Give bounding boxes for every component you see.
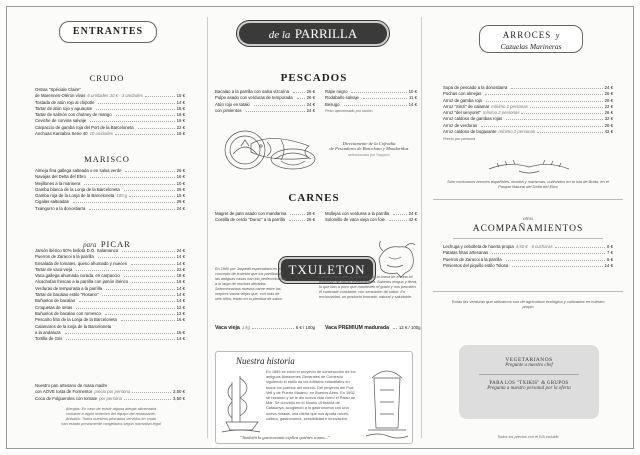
dot-leader [481,126,602,127]
txuleton-right-text: Carnes rojas que, al contacto con la brasa de encina se expresan de forma extraordinaria. Saberes lengua y tierra, lo que dan a poco que mantienen el gusto y nos permiten el contraste constante, con sensación de sabor. En exclusividad, un producto honrado, natural y saludable. [319,275,418,299]
menu-item-price: 24 € [408,211,417,216]
menu-page [6,6,634,449]
menu-item-name: Ensalada de tomates, queso ahumado y nueces [35,260,127,266]
dot-leader [121,320,175,321]
dot-leader [511,88,602,89]
dot-leader [344,105,407,106]
menu-item-price: 24 € [306,101,315,107]
marisco-list [35,168,185,212]
menu-item-name: Besugo [325,101,340,107]
pescados-left-list [215,89,315,114]
arroces-column [421,7,635,448]
menu-item-price: 11 € [408,95,417,101]
historia-box [215,351,413,444]
menu-item [325,217,417,223]
menu-item-name: Alcachofas frescas a la parrilla con jamón ibérico [35,279,129,285]
menu-item [35,206,185,212]
menu-item-name: Nuestro pan artesano de masa madre [35,383,108,388]
menu-item-price: 14 € [604,262,613,268]
ship-illustration [220,368,262,438]
menu-item [215,217,315,223]
menu-item-name: Patatas fritas artesanas [443,250,489,256]
cofradia-line-2: de Pescadores de Barcelona y Mondariñas [329,146,409,151]
dot-leader [79,301,174,302]
entrantes-title: ENTRANTES [72,26,144,37]
menu-item-note: mínimo 2 personas [498,129,536,135]
dot-leader [297,98,305,99]
carnes-title: CARNES [288,192,340,204]
menu-item-name: Txangurro a la donostiarra [35,205,86,211]
vaca-premium-row [325,325,421,331]
menu-item [215,108,315,114]
historia-title: Nuestra historia [236,356,295,366]
menu-item-price: 16 € [176,317,185,323]
picar-extra-list [35,383,185,402]
menu-item-name: Croquetas de setas [35,304,73,310]
menu-item-name: Tortilla de Gris [35,336,63,342]
menu-item [35,336,185,342]
menu-item-price: 14 € [408,101,417,107]
menu-item-price: 28 € [306,211,315,216]
dot-leader [131,264,175,265]
menu-item-name: Puerros de Zaracoi a la parrilla [35,254,94,260]
group-text: Pregunta a nuestro personal por la oferta [487,386,571,391]
parrilla-column [207,7,421,448]
menu-item-name: Mollejas con verduras a la parrilla [325,211,390,216]
picar-list [35,248,185,342]
menu-item-name: Carpaccio de gamba roja del Port de la Barceloneta [35,124,134,130]
menu-item-price: 26 € [604,110,613,116]
dot-leader [393,214,407,215]
menu-item-name: Puerros de Zaracoi a la parrilla [443,256,502,262]
menu-item-name: Tartar de salmón con chutney de mango [35,112,112,118]
dot-leader [506,119,602,120]
menu-item-name: Buñuelos de bacalao [35,298,76,304]
menu-item-price: 15 € [176,193,185,199]
menu-item-name: Jamón ibérico 50% bellota D.O. Salamanca [35,248,119,253]
menu-item-note: 100 g [116,193,128,199]
dot-leader [115,134,175,135]
menu-item-name: Calamares de la lonja de la Barceloneta [35,323,112,329]
allergy-note-line: Anisakis: Todos nuestros pescados servidos en crudo [65,417,157,421]
menu-item-name: Gamba blanca de la Lonja de la Barceloneta [35,186,120,192]
menu-item-name: Pulpo asado con verduras de temporada [215,95,293,101]
menu-item-name: Ostras "Spéciale Claire" [35,87,81,92]
menu-item [35,131,185,137]
menu-item-price: 18 € [176,273,185,279]
dot-leader [96,109,175,110]
menu-item-price: 26 € [604,91,613,97]
menu-item-price: 15 € [176,93,185,99]
menu-item-name: Tartar de bacalao estilo "Rosario" [35,292,99,298]
menu-item-name: Tartar de atún rojo y aguacate [35,105,93,111]
dot-leader [105,314,175,315]
dot-leader [145,96,175,97]
menu-item-name: Solomillo de vaca vieja con foie [325,217,385,223]
menu-item-name: Coca de Folgueroles con tomate [35,395,98,401]
dot-leader [389,220,407,221]
menu-item-name: Anchoas Kantabra Serie 40 [35,131,88,137]
menu-item-price: 22 € [604,103,613,109]
dot-leader [90,121,175,122]
menu-item-name: Cigalas salteadas [35,199,69,205]
picar-title: PICAR [100,239,131,249]
menu-item-price: 26 € [176,186,185,192]
menu-item-name: Gamba roja de la Lonja de la Barceloneta [35,193,115,199]
menu-item-price: 22 € [176,266,185,272]
menu-item-price: 16 € [176,118,185,124]
veg-title: VEGETARIANOS [505,357,553,363]
menu-item [215,325,315,331]
menu-item-name: con AOVE tosta de Formentor [35,389,93,395]
menu-item-name: a la andaluza [35,329,61,335]
dot-leader [512,266,602,267]
dot-leader [102,295,174,296]
brand-banner [237,21,389,46]
menu-item-price: 18 € [176,131,185,137]
menu-item-price: 26 € [306,89,315,94]
menu-item-note: precio por persona [94,389,131,395]
cofradia-line-1: Directamente de la Cofradía [342,141,396,146]
dot-leader [393,328,397,329]
menu-item [325,102,417,108]
arroces-list [443,85,613,135]
menu-item-price: 24 € [176,205,185,211]
acomp-list [443,244,613,269]
menu-item-price: 14 € [176,260,185,266]
menu-item-price: 14 € [176,292,185,298]
dot-leader [246,111,305,112]
menu-item-note: 4,50 € · 6 cucharas [515,244,553,249]
shellfish-illustration [267,143,319,173]
menu-item-price: 6 € / 100g [295,325,315,330]
menu-item [325,325,421,331]
menu-item-price: 6 € [607,244,613,249]
historia-quote: "También la gastronomía explica quiénes somos..." [240,435,330,440]
historia-text: En 1895 se inició el proyecto de construcción de los antiguos Almacenes Generales de Comercio siguiendo el estilo de los edificios industriales en todos los puertos del mundo. Del proyecto del Port Vell y de Puerto Madero, en Buenos Aires. En 1992 se restauró y se le dio nueva vida como el Palau de Mar. Se convirtió en el Museu d'Història de Catalunya, acogiendo a la gastronomía con una nueva mirada, una oferta que nos aporta raíces, cultura, gastronomía, sensibilidad e innovación. [266,369,356,421]
dot-leader [124,276,175,277]
dot-leader [98,257,175,258]
dot-leader [506,260,605,261]
menu-item-price: 12 € [176,304,185,310]
dot-leader [132,392,171,393]
dot-leader [66,339,174,340]
menu-item-price: 26 € [306,217,315,223]
dot-leader [290,214,304,215]
dot-leader [125,171,174,172]
menu-item-note: 10 unidades [89,131,113,137]
menu-item-note: mínimo 2 personas [491,103,528,109]
dot-leader [132,282,174,283]
menu-item-price: 12 € [176,310,185,316]
brand-name: PARRILLA [294,26,358,41]
allergy-note-line: Alergias: En caso de existir alguna alergia alimentaria [65,407,157,411]
txuleton-left-text: En 1960 por Jaspedil especialista en el concepto de txuletón que los parrillas de las antiguas casas han ido perfeccionando a lo largo de muchas décadas. Seleccionamos nuestra carne entre las mejores vacas viejas que, con más de seis años, están en la plenitud de sabor. [215,267,287,301]
dot-leader [254,105,305,106]
menu-item-name: Rodaballo salvaje [325,95,359,101]
dot-leader [84,184,174,185]
arroces-title: ARROCES [502,30,552,40]
menu-item-name: Costilla de cerdo "Duroc" a la parrilla [215,217,285,223]
dot-leader [289,220,305,221]
menu-item [35,396,185,402]
cofradia-block [317,141,421,157]
menu-item-price: 32 € [604,116,613,122]
menu-item-price: 14 € [176,285,185,291]
arroces-subtitle: Cazuelas Marineras [500,42,562,51]
dot-leader [555,247,606,248]
dot-leader [129,196,175,197]
rice-plant-illustration [489,157,569,175]
dot-leader [252,328,294,329]
acomp-text: Todas las verduras que utilizamos son de agricultura ecológica y cultivadas en nuestro propio [451,299,605,310]
dot-leader [351,92,406,93]
menu-item-price: 24 € [604,85,613,90]
dot-leader [485,94,602,95]
dot-leader [293,92,305,93]
menu-item-name: Rape negro [325,89,348,94]
menu-item-note: 1 kg [241,325,250,330]
dot-leader [537,132,603,133]
menu-item-name: Tartar de vaca vieja [35,266,73,272]
menu-item-price: 26 € [306,95,315,101]
footer-note: Todos los precios con el IVA incluido [497,435,559,439]
menu-item-price: 28 € [176,199,185,205]
menu-item-price: 2,50 € [173,389,185,395]
menu-item-name: Arroz caldoso de bogavante [443,129,497,135]
menu-item-price: 26 € [604,122,613,128]
entrantes-banner [59,21,157,43]
menu-item-name: Verduras de temporada a la parrilla [35,285,103,291]
dot-leader [124,190,175,191]
menu-item-price: 8 € [607,256,613,262]
menu-item-name: Lechuga y cebolleta de huerta propia [443,244,514,249]
menu-item-name: Pimientos del piquillo estilo Tolosa [443,262,509,268]
menu-item-price: 26 € [176,168,185,173]
dot-leader [138,128,175,129]
menu-item-name: Sopa de pescado a la donostiarra [443,85,508,90]
cofradia-sub: seleccionado por Sapporo [348,153,390,157]
menu-item-name: Almeja fina gallega salteada o en salsa verde [35,168,122,173]
menu-item-price: 16 € [176,174,185,180]
menu-item-price: 12 € / 100g [399,325,421,330]
pescados-right-list [325,89,417,108]
menu-item-price: 14 € [176,99,185,105]
arroces-text: Solo cocinamos arroces españoles, bomba y marismas, cultivados en la isla de Buda, en el Parque Natural del Delta del Ebro [447,179,609,190]
menu-item-price: 24 € [176,248,185,253]
brand-prefix: de la [268,29,291,41]
menu-item-price: 18 € [176,105,185,111]
dot-leader [65,333,175,334]
menu-item-price: 14 € [176,336,185,342]
dot-leader [106,289,175,290]
picar-prefix: para [83,241,97,249]
menu-item-price: 3,50 € [173,395,185,401]
dot-leader [521,113,602,114]
menu-item-price: 26 € [604,97,613,103]
menu-item-name: Pescaíto frito de la Lonja de la Barceloneta [35,317,117,323]
menu-item-name: Bacalao a la parrilla con salsa vizcaína [215,89,290,94]
menu-item-price: 14 € [176,254,185,260]
menu-item-price: 10 € [176,180,185,186]
arroces-note: Precio por persona [443,137,476,141]
menu-item-note: 6 unidades 30 € · 3 unidades [87,93,143,99]
entrantes-column [7,7,207,448]
menu-item-name: Arroz "Sinzi" de calamar [443,103,490,109]
menu-item-name: Navajas del Delta del Ebro [35,174,86,180]
menu-item-name: Ceviche de corvina salvaje [35,118,87,124]
dot-leader [73,202,175,203]
menu-item-name: Arroz de gamba roja [443,97,482,103]
carnes-right-list [325,211,417,224]
pescados-right-note: Peso aproximado por ración [325,109,373,113]
bull-illustration [375,239,417,279]
menu-item-price: 14 € [176,298,185,304]
promo-box [459,345,599,419]
dot-leader [76,308,174,309]
crudo-list [35,87,185,137]
dot-leader [530,107,603,108]
menu-item-name: Vaca vieja [215,325,240,331]
menu-item-name: Tostada de atún rojo al chipotle [35,99,95,105]
menu-item-price: 22 € [176,124,185,130]
menu-item-price: 16 € [176,279,185,285]
menu-item-name: Atún rojo en tataki [215,101,250,107]
menu-item-price: 42 € [604,129,613,135]
dot-leader [492,253,605,254]
allergy-notes [41,407,181,427]
menu-item-price: 16 € [176,329,185,335]
carnes-left-list [215,211,315,224]
menu-item-name: Vaca PREMIUM madurada [325,325,389,331]
menu-item-name: Arroz "del senyoret" [443,110,481,116]
menu-item-price: 7 € [607,250,613,256]
pescados-title: PESCADOS [280,72,348,84]
group-title: PARA LOS "TXIKIS" & GRUPOS [489,381,569,386]
acomp-rule-2 [433,291,623,292]
arroces-banner [479,25,583,53]
menu-item-name: Arroz de verduras [443,122,478,128]
allergy-note-line: contacte a algún miembro del equipo del restaurante. [66,412,156,416]
crudo-title: CRUDO [89,73,125,83]
arroces-rule [433,199,623,200]
acomp-prefix: otros [522,217,534,222]
dot-leader [363,98,407,99]
menu-item [443,129,613,135]
menu-item-name: de Marennes-Oléron vivas [35,93,86,99]
tower-illustration [364,358,410,442]
dot-leader [98,103,174,104]
dot-leader [486,101,603,102]
dot-leader [122,251,175,252]
allergy-note-line: han estado previamente congelados según normativa legal [61,422,161,426]
dot-leader [124,399,171,400]
menu-item-name: Buñuelos de bacalao con romesco [35,310,101,316]
vaca-vieja-row [215,325,315,331]
menu-item-price: 10 € [408,89,417,94]
marisco-title: MARISCO [84,154,130,164]
txuleton-title: TXULETON [288,262,366,277]
menu-item-name: Arroz caldoso de gambas rojas [443,116,503,122]
menu-item-name: Pochas con almejas [443,91,482,97]
menu-item-name: Mejillones a la marinera [35,180,81,186]
menu-item-price: 24 € [306,107,315,113]
menu-item-price: 16 € [176,112,185,118]
menu-item [443,263,613,269]
menu-item-note: por persona [99,395,123,401]
arroces-title-y: y [555,31,560,40]
acomp-rule [453,238,603,239]
menu-item-price: 42 € [408,217,417,223]
veg-text: Pregunte a nuestro chef [505,363,553,368]
dot-leader [76,270,174,271]
dot-leader [89,209,174,210]
acomp-title: ACOMPAÑAMIENTOS [472,224,584,234]
menu-item-name: Magret de pato asado con mandarina [215,211,287,216]
menu-item-name: con pimientos [215,107,242,113]
dot-leader [90,177,175,178]
menu-item-name: Vaca gallega ahumada curada, en carpaccio [35,273,120,279]
menu-item-note: mínimo 2 personas [482,110,520,116]
dot-leader [116,115,175,116]
